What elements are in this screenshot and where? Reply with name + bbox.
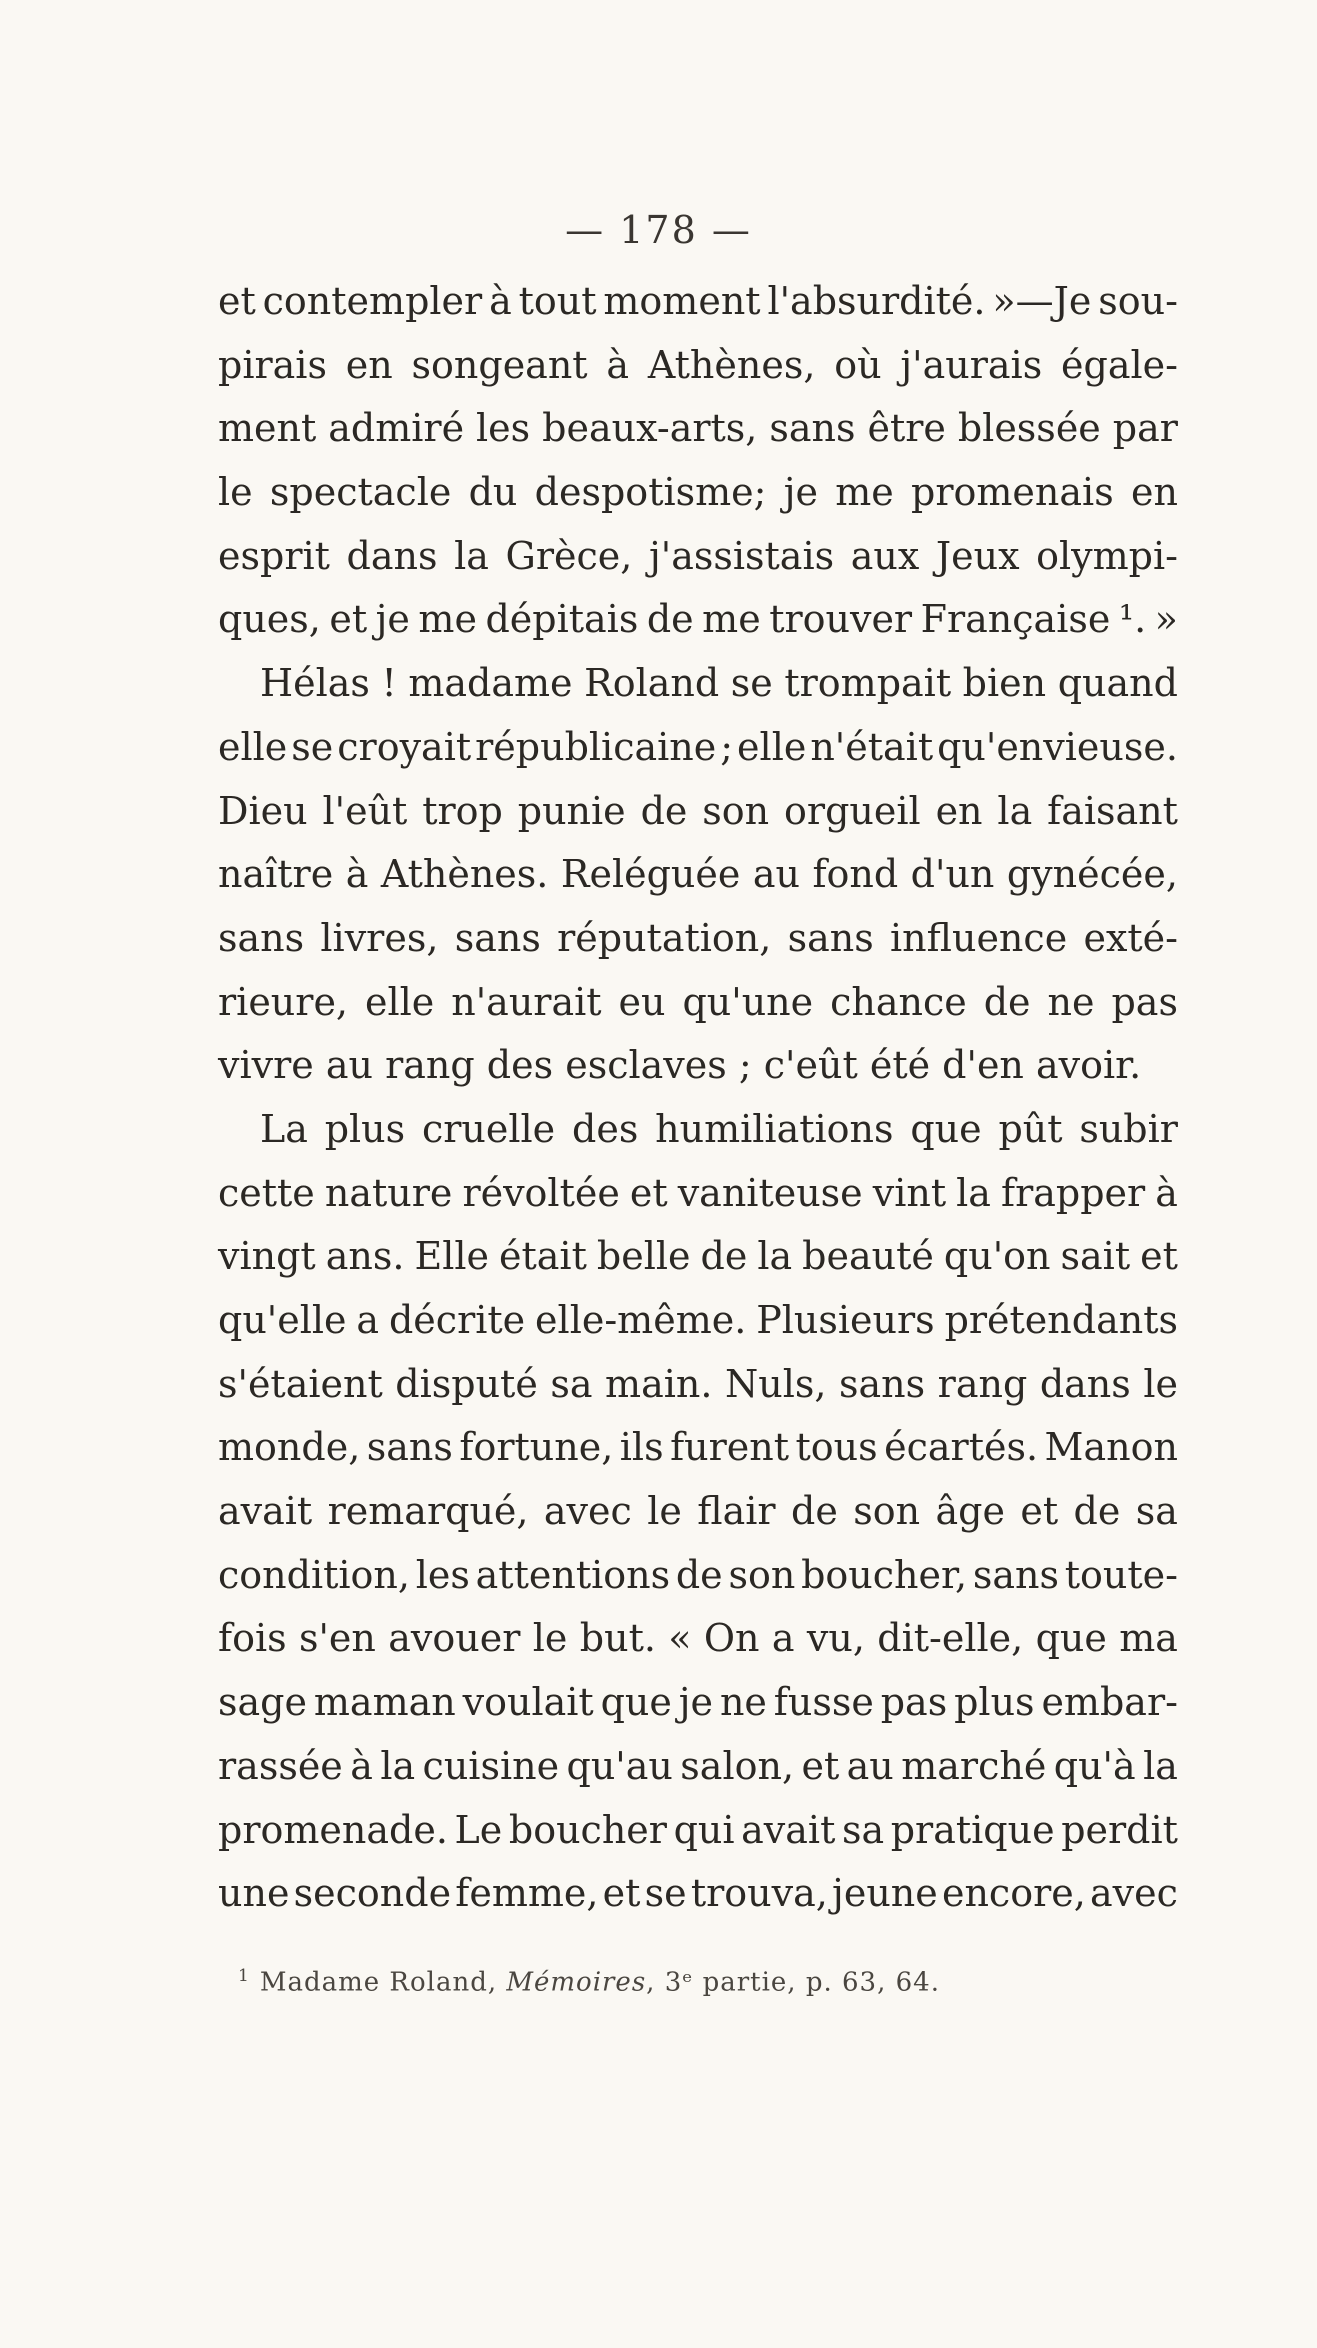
text-line: s'étaient disputé sa main. Nuls, sans rang dans le: [218, 1361, 1178, 1406]
text-line: monde, sans fortune, ils furent tous écartés. Manon: [218, 1425, 1178, 1470]
page-number: — 178 —: [565, 208, 752, 252]
text-line: une seconde femme, et se trouva, jeune encore, avec: [218, 1871, 1178, 1916]
text-line: fois s'en avouer le but. « On a vu, dit-elle, que ma: [218, 1616, 1178, 1661]
text-line: et contempler à tout moment l'absurdité. »—Je sou-: [218, 279, 1178, 323]
footnote: [238, 1966, 940, 1998]
footnote-title: Mémoires: [506, 1967, 647, 1998]
text-line: ment admiré les beaux-arts, sans être blessée par: [218, 406, 1178, 451]
text-line: promenade. Le boucher qui avait sa pratique perdit: [218, 1807, 1178, 1852]
text-line: rassée à la cuisine qu'au salon, et au marché qu'à la: [218, 1743, 1178, 1788]
text-line: elle se croyait républicaine ; elle n'était qu'envieuse.: [218, 724, 1178, 769]
text-line: qu'elle a décrite elle-même. Plusieurs prétendants: [218, 1298, 1178, 1342]
body-text: [218, 270, 1178, 1926]
text-line: pirais en songeant à Athènes, où j'aurais égale-: [218, 342, 1178, 387]
text-line: esprit dans la Grèce, j'assistais aux Jeux olympi-: [218, 533, 1178, 578]
text-line: La plus cruelle des humiliations que pût subir: [260, 1106, 1178, 1151]
text-line: rieure, elle n'aurait eu qu'une chance de ne pas: [218, 979, 1178, 1024]
text-line: vingt ans. Elle était belle de la beauté qu'on sait et: [218, 1234, 1178, 1279]
text-line: condition, les attentions de son boucher, sans toute-: [218, 1552, 1178, 1597]
footnote-rest: , 3ᵉ partie, p. 63, 64.: [646, 1967, 940, 1998]
text-line: cette nature révoltée et vaniteuse vint la frapper à: [218, 1170, 1178, 1215]
footnote-mark: 1: [238, 1966, 250, 1986]
text-line: ques, et je me dépitais de me trouver Française ¹. »: [218, 597, 1178, 642]
text-line: vivre au rang des esclaves ; c'eût été d'en avoir.: [218, 1043, 1142, 1088]
text-line: avait remarqué, avec le flair de son âge et de sa: [218, 1489, 1178, 1534]
text-line: Dieu l'eût trop punie de son orgueil en la faisant: [218, 788, 1178, 833]
text-line: sage maman voulait que je ne fusse pas plus embar-: [218, 1680, 1178, 1725]
text-line: naître à Athènes. Reléguée au fond d'un gynécée,: [218, 852, 1178, 897]
text-line: Hélas ! madame Roland se trompait bien quand: [260, 661, 1178, 706]
footnote-author: Madame Roland,: [259, 1967, 498, 1998]
text-line: sans livres, sans réputation, sans influence exté-: [218, 915, 1178, 960]
text-line: le spectacle du despotisme; je me promenais en: [218, 470, 1178, 515]
